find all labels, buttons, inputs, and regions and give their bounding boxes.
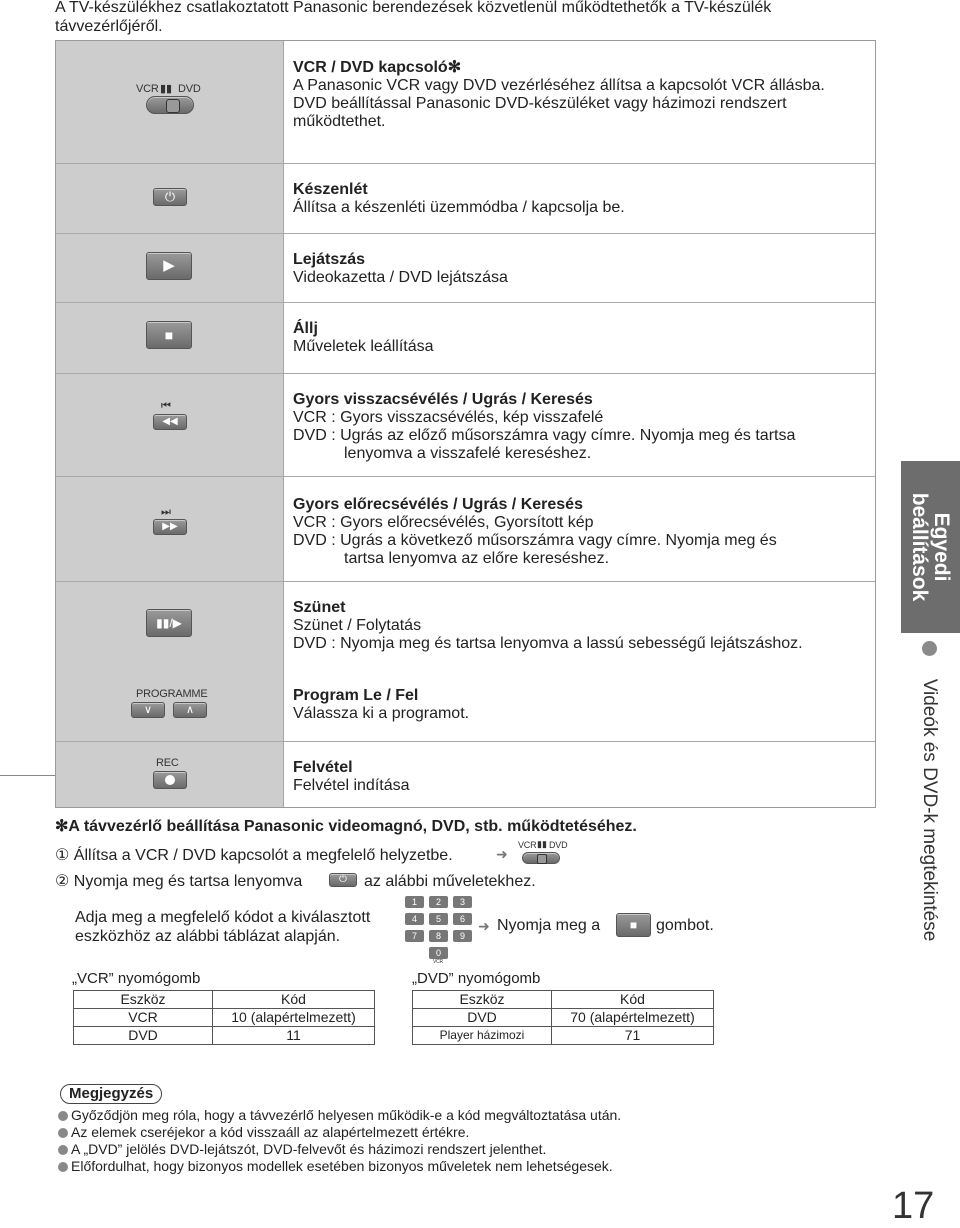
column-header: Kód (213, 991, 375, 1009)
row-text: DVD : Nyomja meg és tartsa lenyomva a lassú sebességű lejátszáshoz. (293, 635, 803, 652)
key-7[interactable]: 7 (405, 930, 424, 942)
row-title: Gyors előrecsévélés / Ugrás / Keresés (293, 496, 583, 513)
page-number: 17 (892, 1185, 935, 1227)
table-cell: 11 (213, 1027, 375, 1045)
fast-forward-button[interactable] (153, 519, 187, 535)
setup-heading: ✻A távvezérlő beállítása Panasonic videomagnó, DVD, stb. működtetéséhez. (55, 818, 637, 835)
key-0[interactable]: 0 (429, 947, 448, 959)
arrow-right-icon: ➜ (496, 846, 508, 862)
note-item (58, 1107, 621, 1123)
table-header-row (413, 991, 714, 1009)
table-row (413, 1009, 714, 1027)
press-text-end: gombot. (656, 917, 714, 934)
table-row (74, 1009, 375, 1027)
setup-step-1: ① Állítsa a VCR / DVD kapcsolót a megfelelő helyzetbe. (55, 847, 453, 864)
vcr-table-caption: „VCR” nyomógomb (72, 970, 201, 987)
table-row (56, 41, 875, 164)
dvd-code-table (412, 990, 714, 1045)
table-row (413, 1027, 714, 1045)
function-table (55, 40, 876, 808)
row-title: Lejátszás (293, 251, 366, 268)
table-cell: 10 (alapértelmezett) (213, 1009, 375, 1027)
row-text: Válassza ki a programot. (293, 705, 470, 722)
stop-button[interactable] (616, 913, 651, 937)
row-title: VCR / DVD kapcsoló✻ (293, 59, 462, 76)
switch-knob-icon (537, 854, 547, 864)
row-text: Állítsa a készenléti üzemmódba / kapcsolja be. (293, 199, 625, 216)
row-text: Videokazetta / DVD lejátszása (293, 269, 508, 286)
note-text: A „DVD” jelölés DVD-lejátszót, DVD-felvevőt és házimozi rendszert jelenthet. (71, 1141, 547, 1157)
play-icon: ▶ (163, 257, 175, 274)
table-cell: VCR (74, 1009, 213, 1027)
table-cell: 70 (alapértelmezett) (552, 1009, 714, 1027)
row-text: DVD beállítással Panasonic DVD-készüléket vagy házimozi rendszert működtethet. (293, 95, 787, 130)
column-header: Kód (552, 991, 714, 1009)
power-icon: ⏻ (164, 189, 176, 204)
vcr-dvd-switch[interactable] (146, 96, 194, 114)
press-text: Nyomja meg a (497, 917, 601, 934)
vcr-dvd-switch[interactable] (522, 852, 560, 864)
table-row (56, 477, 875, 582)
table-row (56, 582, 875, 670)
rewind-icon: ◀◀ (162, 416, 178, 427)
key-1[interactable]: 1 (405, 896, 424, 908)
vcr-code-table (73, 990, 375, 1045)
key-9[interactable]: 9 (453, 930, 472, 942)
bullet-icon (58, 1111, 68, 1121)
power-icon: ⏻ (339, 874, 347, 885)
programme-label: PROGRAMME (136, 688, 208, 700)
margin-line (0, 775, 55, 776)
row-text: DVD : Ugrás az előző műsorszámra vagy címre. Nyomja meg és tartsa (293, 427, 796, 444)
rec-button[interactable] (153, 771, 187, 789)
dvd-label: DVD (178, 83, 201, 95)
setup-step-2-end: az alábbi műveletekhez. (364, 873, 536, 890)
standby-button[interactable] (329, 873, 357, 887)
setup-step-2: ② Nyomja meg és tartsa lenyomva (55, 873, 303, 890)
key-8[interactable]: 8 (429, 930, 448, 942)
intro-text: A TV-készülékhez csatlakoztatott Panasonic berendezések közvetlenül működtethetők a TV-készülék távvezérlőjéről. (55, 0, 772, 35)
switch-knob-icon (166, 99, 180, 113)
skip-forward-icon: ⏭ (161, 506, 171, 518)
pause-play-icon: ▮▮/▶ (156, 616, 182, 630)
note-item (58, 1141, 546, 1157)
row-text: lenyomva a visszafelé kereséshez. (344, 445, 592, 462)
note-item (58, 1158, 613, 1174)
table-row (74, 1027, 375, 1045)
code-instruction: eszközhöz az alábbi táblázat alapján. (75, 928, 341, 945)
bullet-icon (922, 641, 937, 656)
standby-button[interactable] (153, 188, 187, 206)
play-button[interactable] (146, 252, 192, 280)
stop-button[interactable] (146, 321, 192, 349)
chevron-up-icon: ∧ (185, 704, 195, 716)
rec-label: REC (156, 757, 179, 769)
vcr-label: VCR (433, 959, 443, 965)
table-cell: 71 (552, 1027, 714, 1045)
vcr-label: VCR (518, 840, 537, 850)
table-row (56, 234, 875, 303)
key-2[interactable]: 2 (429, 896, 448, 908)
skip-back-icon: ⏮ (161, 400, 171, 412)
table-row (56, 670, 875, 742)
row-title: Program Le / Fel (293, 687, 419, 704)
table-cell: Player házimozi (413, 1027, 552, 1045)
row-text: DVD : Ugrás a következő műsorszámra vagy címre. Nyomja meg és (293, 532, 777, 549)
bullet-icon (58, 1145, 68, 1155)
row-text: VCR : Gyors előrecsévélés, Gyorsított kép (293, 514, 594, 531)
vcr-label: VCR (136, 83, 159, 95)
table-row (56, 742, 875, 809)
table-cell: DVD (74, 1027, 213, 1045)
note-text: Az elemek cseréjekor a kód visszaáll az alapértelmezett értékre. (71, 1124, 470, 1140)
record-dot-icon (165, 775, 175, 785)
code-instruction: Adja meg a megfelelő kódot a kiválasztott (75, 909, 371, 926)
notes-title: Megjegyzés (60, 1084, 162, 1104)
programme-up-button[interactable] (173, 702, 207, 718)
bullet-icon (58, 1128, 68, 1138)
table-header-row (74, 991, 375, 1009)
row-text: Műveletek leállítása (293, 338, 434, 355)
section-subtitle: Videók és DVD-k megtekintése (919, 678, 940, 942)
stop-icon: ■ (629, 918, 638, 932)
row-text: VCR : Gyors visszacsévélés, kép visszafelé (293, 409, 604, 426)
note-text: Győződjön meg róla, hogy a távvezérlő helyesen működik-e a kód megváltoztatása után. (71, 1107, 622, 1123)
column-header: Eszköz (413, 991, 552, 1009)
pause-button[interactable] (146, 609, 192, 637)
table-row (56, 164, 875, 234)
note-item (58, 1124, 469, 1140)
fast-forward-icon: ▶▶ (162, 521, 178, 532)
row-title: Szünet (293, 599, 346, 616)
row-title: Készenlét (293, 181, 368, 198)
programme-down-button[interactable] (131, 702, 165, 718)
row-title: Állj (293, 320, 318, 337)
row-text: Szünet / Folytatás (293, 617, 422, 634)
dvd-label: DVD (549, 840, 568, 850)
rewind-button[interactable] (153, 414, 187, 430)
stop-icon: ■ (164, 327, 174, 343)
note-text: Előfordulhat, hogy bizonyos modellek esetében bizonyos műveletek nem lehetségesek. (71, 1158, 613, 1174)
row-title: Felvétel (293, 759, 353, 776)
dvd-table-caption: „DVD” nyomógomb (412, 970, 541, 987)
arrow-right-icon: ➜ (478, 918, 490, 934)
column-header: Eszköz (74, 991, 213, 1009)
table-row (56, 303, 875, 374)
pause-bars-icon: ▮▮ (537, 839, 547, 849)
table-row (56, 374, 875, 477)
bullet-icon (58, 1162, 68, 1172)
row-text: Felvétel indítása (293, 777, 410, 794)
row-text: tartsa lenyomva az előre kereséshez. (344, 550, 610, 567)
chevron-down-icon: ∨ (143, 704, 153, 716)
section-tab-label: Egyedi beállítások (908, 492, 953, 602)
key-6[interactable]: 6 (453, 913, 472, 925)
key-3[interactable]: 3 (453, 896, 472, 908)
key-5[interactable]: 5 (429, 913, 448, 925)
key-4[interactable]: 4 (405, 913, 424, 925)
pause-bars-icon: ▮▮ (160, 83, 173, 95)
table-cell: DVD (413, 1009, 552, 1027)
row-title: Gyors visszacsévélés / Ugrás / Keresés (293, 391, 593, 408)
row-text: A Panasonic VCR vagy DVD vezérléséhez állítsa a kapcsolót VCR állásba. (293, 77, 825, 94)
